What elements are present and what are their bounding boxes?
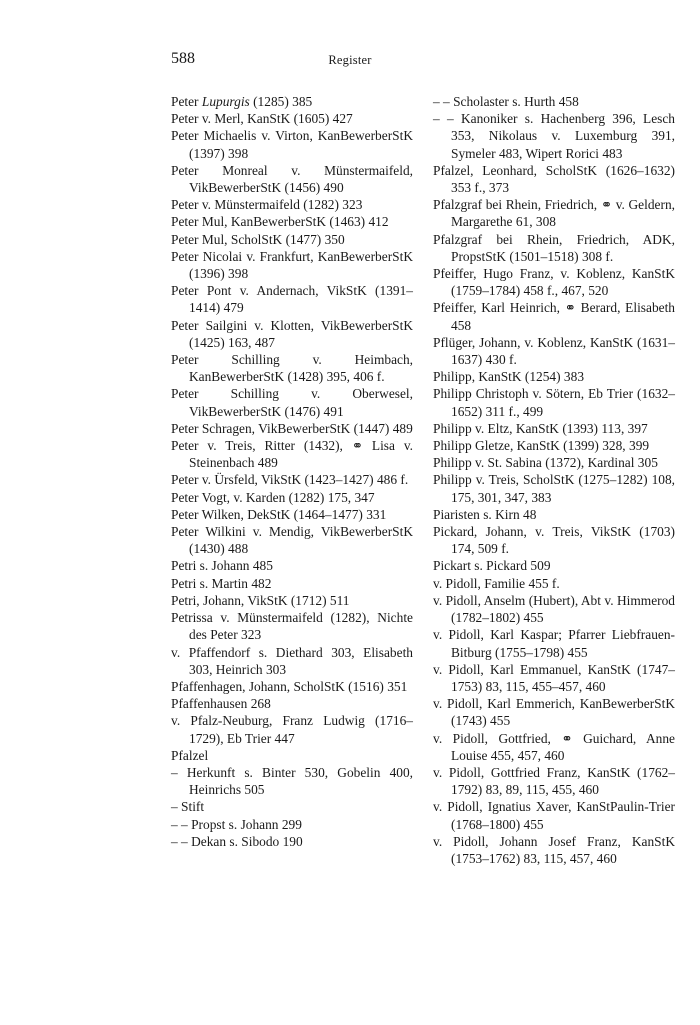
index-entry: Petri, Johann, VikStK (1712) 511 <box>171 592 350 608</box>
index-entry: Pfeiffer, Karl Heinrich, ⚭ Berard, Elisabeth 458 <box>433 300 675 333</box>
index-entry: Peter Lupurgis (1285) 385 <box>171 94 313 109</box>
index-entry: – Herkunft s. Binter 530, Gobelin 400, Heinrichs 505 <box>171 764 413 798</box>
index-entry: Peter Monreal v. Münstermaifeld, VikBewerberStK (1456) 490 <box>171 162 413 196</box>
index-column-left <box>171 93 413 850</box>
index-entry: v. Pidoll, Gottfried, ⚭ Guichard, Anne Louise 455, 457, 460 <box>433 730 675 763</box>
index-entry: Peter Michaelis v. Virton, KanBewerberStK (1397) 398 <box>171 128 413 161</box>
index-entry: v. Pidoll, Gottfried Franz, KanStK (1762–1792) 83, 89, 115, 455, 460 <box>433 764 675 798</box>
index-entry: – – Kanoniker s. Hachenberg 396, Lesch 353, Nikolaus v. Luxemburg 391, Symeler 483, Wipert Rorici 483 <box>433 111 675 161</box>
index-entry: Pickard, Johann, v. Treis, VikStK (1703) 174, 509 f. <box>433 524 675 557</box>
index-entry: Philipp v. Eltz, KanStK (1393) 113, 397 <box>433 420 648 436</box>
index-entry: Philipp v. St. Sabina (1372), Kardinal 305 <box>433 455 658 471</box>
index-entry: v. Pfalz-Neuburg, Franz Ludwig (1716–1729), Eb Trier 447 <box>171 713 413 746</box>
index-entry: Peter Nicolai v. Frankfurt, KanBewerberStK (1396) 398 <box>171 248 413 282</box>
index-entry: Peter v. Treis, Ritter (1432), ⚭ Lisa v. Steinenbach 489 <box>171 438 413 471</box>
index-entry: Piaristen s. Kirn 48 <box>433 506 537 522</box>
index-entry: Philipp Gletze, KanStK (1399) 328, 399 <box>433 438 650 454</box>
index-entry: v. Pidoll, Johann Josef Franz, KanStK (1753–1762) 83, 115, 457, 460 <box>433 833 675 866</box>
index-entry: – Stift <box>171 799 205 815</box>
index-entry: Peter Vogt, v. Karden (1282) 175, 347 <box>171 489 375 505</box>
index-entry: – – Dekan s. Sibodo 190 <box>171 833 303 849</box>
index-entry: Pfalzgraf bei Rhein, Friedrich, ⚭ v. Geldern, Margarethe 61, 308 <box>433 197 675 230</box>
index-entry: Peter Schragen, VikBewerberStK (1447) 489 <box>171 420 413 436</box>
index-entry: Peter Pont v. Andernach, VikStK (1391–1414) 479 <box>171 283 413 316</box>
index-entry: v. Pfaffendorf s. Diethard 303, Elisabeth 303, Heinrich 303 <box>171 644 413 677</box>
index-entry: Pfalzel <box>171 747 209 763</box>
index-entry: v. Pidoll, Anselm (Hubert), Abt v. Himmerod (1782–1802) 455 <box>433 592 675 626</box>
index-entry: v. Pidoll, Familie 455 f. <box>433 575 560 591</box>
index-entry: Pfaffenhagen, Johann, ScholStK (1516) 351 <box>171 678 408 694</box>
index-entry: Pfalzgraf bei Rhein, Friedrich, ADK, PropstStK (1501–1518) 308 f. <box>433 231 675 264</box>
index-entry: Peter v. Ürsfeld, VikStK (1423–1427) 486 f. <box>171 472 409 488</box>
index-entry: Petri s. Johann 485 <box>171 558 273 574</box>
index-entry: Pflüger, Johann, v. Koblenz, KanStK (1631–1637) 430 f. <box>433 334 675 368</box>
index-entry: Philipp v. Treis, ScholStK (1275–1282) 108, 175, 301, 347, 383 <box>433 472 675 505</box>
index-entry: Pickart s. Pickard 509 <box>433 558 551 574</box>
index-entry: – – Propst s. Johann 299 <box>171 816 302 832</box>
index-entry: Petrissa v. Münstermaifeld (1282), Nichte des Peter 323 <box>171 610 413 643</box>
index-entry: Peter Wilken, DekStK (1464–1477) 331 <box>171 506 387 522</box>
index-entry: v. Pidoll, Karl Kaspar; Pfarrer Liebfrauen-Bitburg (1755–1798) 455 <box>433 627 675 660</box>
index-entry: Pfeiffer, Hugo Franz, v. Koblenz, KanStK (1759–1784) 458 f., 467, 520 <box>433 266 675 299</box>
index-entry: Peter Sailgini v. Klotten, VikBewerberStK (1425) 163, 487 <box>171 317 413 350</box>
index-entry: v. Pidoll, Karl Emmanuel, KanStK (1747–1753) 83, 115, 455–457, 460 <box>433 661 675 694</box>
index-entry: Peter Wilkini v. Mendig, VikBewerberStK (1430) 488 <box>171 524 413 557</box>
index-entry: v. Pidoll, Ignatius Xaver, KanStPaulin-Trier (1768–1800) 455 <box>433 799 675 832</box>
index-entry: Peter Mul, KanBewerberStK (1463) 412 <box>171 214 389 230</box>
index-entry: v. Pidoll, Karl Emmerich, KanBewerberStK (1743) 455 <box>433 696 675 729</box>
index-entry: Pfaffenhausen 268 <box>171 696 271 712</box>
index-entry: Pfalzel, Leonhard, ScholStK (1626–1632) 353 f., 373 <box>433 162 675 196</box>
index-entry: Philipp Christoph v. Sötern, Eb Trier (1632–1652) 311 f., 499 <box>433 386 675 419</box>
index-entry: Peter v. Merl, KanStK (1605) 427 <box>171 111 353 127</box>
index-entry: Peter Schilling v. Oberwesel, VikBewerberStK (1476) 491 <box>171 386 413 419</box>
index-column-right <box>433 93 675 867</box>
page-number: 588 <box>171 50 195 67</box>
index-entry: – – Scholaster s. Hurth 458 <box>433 94 579 109</box>
index-entry: Peter Schilling v. Heimbach, KanBewerberStK (1428) 395, 406 f. <box>171 352 413 385</box>
index-entry: Petri s. Martin 482 <box>171 575 272 591</box>
index-entry: Philipp, KanStK (1254) 383 <box>433 369 585 385</box>
index-entry: Peter Mul, ScholStK (1477) 350 <box>171 231 345 247</box>
index-entry: Peter v. Münstermaifeld (1282) 323 <box>171 197 363 213</box>
running-head: Register <box>328 53 372 67</box>
